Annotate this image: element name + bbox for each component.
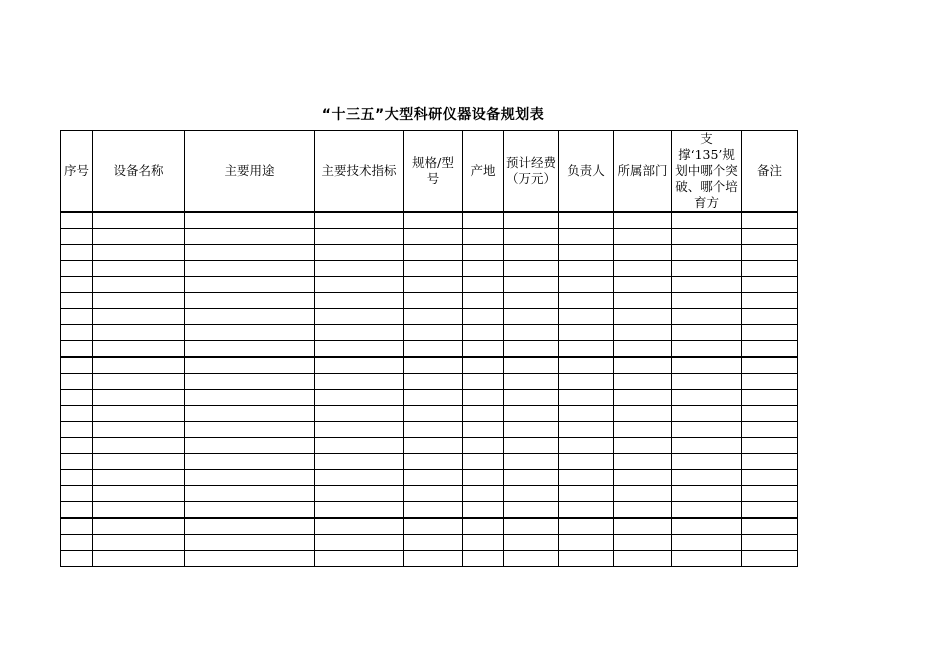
table-cell-model[interactable] bbox=[404, 422, 463, 438]
header-seq: 序号 bbox=[61, 131, 93, 213]
table-cell-owner[interactable] bbox=[559, 325, 614, 341]
table-cell-budget[interactable] bbox=[504, 212, 559, 229]
table-cell-use[interactable] bbox=[185, 212, 315, 229]
table-cell-name[interactable] bbox=[93, 406, 185, 422]
table-cell-name[interactable] bbox=[93, 357, 185, 374]
table-cell-spec[interactable] bbox=[315, 406, 404, 422]
table-cell-owner[interactable] bbox=[559, 212, 614, 229]
table-cell-model[interactable] bbox=[404, 212, 463, 229]
table-row bbox=[61, 261, 798, 277]
table-cell-origin[interactable] bbox=[463, 390, 504, 406]
table-row bbox=[61, 502, 798, 519]
table-cell-name[interactable] bbox=[93, 518, 185, 535]
table-cell-name[interactable] bbox=[93, 229, 185, 245]
table-cell-note[interactable] bbox=[742, 518, 798, 535]
table-cell-note[interactable] bbox=[742, 502, 798, 519]
table-cell-dept[interactable] bbox=[614, 245, 672, 261]
table-cell-seq[interactable] bbox=[61, 438, 93, 454]
table-cell-budget[interactable] bbox=[504, 277, 559, 293]
table-cell-use[interactable] bbox=[185, 261, 315, 277]
table-cell-origin[interactable] bbox=[463, 422, 504, 438]
table-cell-seq[interactable] bbox=[61, 535, 93, 551]
table-cell-note[interactable] bbox=[742, 486, 798, 502]
header-owner: 负责人 bbox=[559, 131, 614, 213]
table-cell-model[interactable] bbox=[404, 454, 463, 470]
table-row bbox=[61, 454, 798, 470]
table-cell-seq[interactable] bbox=[61, 518, 93, 535]
table-cell-use[interactable] bbox=[185, 245, 315, 261]
table-cell-owner[interactable] bbox=[559, 502, 614, 519]
table-cell-support[interactable] bbox=[672, 518, 742, 535]
header-origin: 产地 bbox=[463, 131, 504, 213]
table-cell-spec[interactable] bbox=[315, 261, 404, 277]
table-cell-dept[interactable] bbox=[614, 518, 672, 535]
table-cell-origin[interactable] bbox=[463, 212, 504, 229]
table-row bbox=[61, 486, 798, 502]
table-cell-origin[interactable] bbox=[463, 535, 504, 551]
table-cell-dept[interactable] bbox=[614, 535, 672, 551]
table-cell-budget[interactable] bbox=[504, 261, 559, 277]
table-cell-seq[interactable] bbox=[61, 309, 93, 325]
table-cell-owner[interactable] bbox=[559, 229, 614, 245]
table-cell-note[interactable] bbox=[742, 325, 798, 341]
table-cell-name[interactable] bbox=[93, 309, 185, 325]
table-cell-support[interactable] bbox=[672, 438, 742, 454]
table-cell-use[interactable] bbox=[185, 470, 315, 486]
table-cell-spec[interactable] bbox=[315, 422, 404, 438]
header-tech-spec: 主要技术指标 bbox=[315, 131, 404, 213]
table-cell-support[interactable] bbox=[672, 261, 742, 277]
table-cell-seq[interactable] bbox=[61, 229, 93, 245]
table-cell-owner[interactable] bbox=[559, 518, 614, 535]
table-cell-owner[interactable] bbox=[559, 374, 614, 390]
table-cell-model[interactable] bbox=[404, 309, 463, 325]
table-cell-name[interactable] bbox=[93, 551, 185, 567]
table-cell-seq[interactable] bbox=[61, 341, 93, 358]
table-cell-model[interactable] bbox=[404, 486, 463, 502]
table-row bbox=[61, 374, 798, 390]
table-cell-owner[interactable] bbox=[559, 245, 614, 261]
table-cell-dept[interactable] bbox=[614, 390, 672, 406]
table-cell-budget[interactable] bbox=[504, 470, 559, 486]
table-cell-note[interactable] bbox=[742, 406, 798, 422]
table-cell-budget[interactable] bbox=[504, 245, 559, 261]
table-cell-budget[interactable] bbox=[504, 390, 559, 406]
table-cell-support[interactable] bbox=[672, 535, 742, 551]
table-cell-owner[interactable] bbox=[559, 406, 614, 422]
table-row bbox=[61, 406, 798, 422]
table-cell-dept[interactable] bbox=[614, 325, 672, 341]
table-cell-budget[interactable] bbox=[504, 486, 559, 502]
table-cell-budget[interactable] bbox=[504, 357, 559, 374]
table-cell-seq[interactable] bbox=[61, 470, 93, 486]
table-row bbox=[61, 309, 798, 325]
table-row bbox=[61, 470, 798, 486]
table-cell-support[interactable] bbox=[672, 293, 742, 309]
table-cell-origin[interactable] bbox=[463, 518, 504, 535]
table-cell-spec[interactable] bbox=[315, 212, 404, 229]
table-cell-budget[interactable] bbox=[504, 551, 559, 567]
table-cell-dept[interactable] bbox=[614, 406, 672, 422]
table-cell-spec[interactable] bbox=[315, 454, 404, 470]
table-cell-spec[interactable] bbox=[315, 374, 404, 390]
table-cell-spec[interactable] bbox=[315, 229, 404, 245]
table-cell-budget[interactable] bbox=[504, 535, 559, 551]
table-cell-spec[interactable] bbox=[315, 486, 404, 502]
table-cell-budget[interactable] bbox=[504, 229, 559, 245]
table-cell-use[interactable] bbox=[185, 551, 315, 567]
table-cell-use[interactable] bbox=[185, 229, 315, 245]
table-cell-note[interactable] bbox=[742, 245, 798, 261]
table-cell-name[interactable] bbox=[93, 277, 185, 293]
table-cell-support[interactable] bbox=[672, 470, 742, 486]
table-row bbox=[61, 325, 798, 341]
table-cell-note[interactable] bbox=[742, 293, 798, 309]
table-cell-model[interactable] bbox=[404, 357, 463, 374]
table-cell-origin[interactable] bbox=[463, 502, 504, 519]
table-cell-owner[interactable] bbox=[559, 293, 614, 309]
table-cell-support[interactable] bbox=[672, 390, 742, 406]
table-cell-model[interactable] bbox=[404, 535, 463, 551]
table-cell-model[interactable] bbox=[404, 390, 463, 406]
header-equipment-name: 设备名称 bbox=[93, 131, 185, 213]
table-cell-budget[interactable] bbox=[504, 325, 559, 341]
table-cell-note[interactable] bbox=[742, 390, 798, 406]
header-department: 所属部门 bbox=[614, 131, 672, 213]
table-cell-owner[interactable] bbox=[559, 277, 614, 293]
table-cell-name[interactable] bbox=[93, 438, 185, 454]
table-cell-seq[interactable] bbox=[61, 245, 93, 261]
table-cell-seq[interactable] bbox=[61, 277, 93, 293]
table-cell-note[interactable] bbox=[742, 357, 798, 374]
table-cell-model[interactable] bbox=[404, 245, 463, 261]
table-cell-spec[interactable] bbox=[315, 309, 404, 325]
table-cell-name[interactable] bbox=[93, 470, 185, 486]
table-cell-name[interactable] bbox=[93, 245, 185, 261]
header-row bbox=[61, 131, 798, 213]
table-cell-dept[interactable] bbox=[614, 357, 672, 374]
table-cell-support[interactable] bbox=[672, 277, 742, 293]
table-cell-note[interactable] bbox=[742, 212, 798, 229]
table-cell-use[interactable] bbox=[185, 309, 315, 325]
table-row bbox=[61, 390, 798, 406]
table-cell-budget[interactable] bbox=[504, 438, 559, 454]
table-cell-dept[interactable] bbox=[614, 277, 672, 293]
table-cell-owner[interactable] bbox=[559, 486, 614, 502]
table-cell-note[interactable] bbox=[742, 341, 798, 358]
table-cell-use[interactable] bbox=[185, 277, 315, 293]
table-row bbox=[61, 293, 798, 309]
table-cell-seq[interactable] bbox=[61, 293, 93, 309]
table-cell-origin[interactable] bbox=[463, 374, 504, 390]
table-cell-dept[interactable] bbox=[614, 470, 672, 486]
table-cell-model[interactable] bbox=[404, 325, 463, 341]
table-row bbox=[61, 551, 798, 567]
table-cell-origin[interactable] bbox=[463, 309, 504, 325]
table-cell-support[interactable] bbox=[672, 454, 742, 470]
table-cell-support[interactable] bbox=[672, 357, 742, 374]
table-cell-dept[interactable] bbox=[614, 374, 672, 390]
table-cell-budget[interactable] bbox=[504, 293, 559, 309]
table-cell-budget[interactable] bbox=[504, 374, 559, 390]
table-cell-owner[interactable] bbox=[559, 341, 614, 358]
table-cell-owner[interactable] bbox=[559, 454, 614, 470]
table-cell-origin[interactable] bbox=[463, 454, 504, 470]
table-cell-origin[interactable] bbox=[463, 277, 504, 293]
table-cell-seq[interactable] bbox=[61, 357, 93, 374]
table-cell-support[interactable] bbox=[672, 422, 742, 438]
table-cell-use[interactable] bbox=[185, 390, 315, 406]
table-cell-name[interactable] bbox=[93, 341, 185, 358]
table-cell-owner[interactable] bbox=[559, 535, 614, 551]
table-cell-support[interactable] bbox=[672, 245, 742, 261]
table-cell-seq[interactable] bbox=[61, 502, 93, 519]
table-cell-origin[interactable] bbox=[463, 357, 504, 374]
table-cell-dept[interactable] bbox=[614, 229, 672, 245]
table-cell-name[interactable] bbox=[93, 502, 185, 519]
table-cell-model[interactable] bbox=[404, 261, 463, 277]
table-cell-name[interactable] bbox=[93, 325, 185, 341]
table-cell-support[interactable] bbox=[672, 341, 742, 358]
table-cell-seq[interactable] bbox=[61, 374, 93, 390]
table-cell-origin[interactable] bbox=[463, 486, 504, 502]
table-cell-use[interactable] bbox=[185, 406, 315, 422]
table-cell-seq[interactable] bbox=[61, 261, 93, 277]
table-cell-origin[interactable] bbox=[463, 406, 504, 422]
table-cell-spec[interactable] bbox=[315, 535, 404, 551]
table-cell-use[interactable] bbox=[185, 357, 315, 374]
table-cell-model[interactable] bbox=[404, 502, 463, 519]
table-body bbox=[61, 212, 798, 567]
table-cell-owner[interactable] bbox=[559, 261, 614, 277]
table-cell-dept[interactable] bbox=[614, 293, 672, 309]
table-cell-note[interactable] bbox=[742, 551, 798, 567]
table-row bbox=[61, 422, 798, 438]
table-cell-dept[interactable] bbox=[614, 212, 672, 229]
table-cell-spec[interactable] bbox=[315, 390, 404, 406]
table-cell-spec[interactable] bbox=[315, 551, 404, 567]
table-cell-owner[interactable] bbox=[559, 551, 614, 567]
table-cell-use[interactable] bbox=[185, 422, 315, 438]
table-cell-spec[interactable] bbox=[315, 277, 404, 293]
table-cell-model[interactable] bbox=[404, 341, 463, 358]
table-cell-note[interactable] bbox=[742, 535, 798, 551]
table-cell-name[interactable] bbox=[93, 293, 185, 309]
table-cell-budget[interactable] bbox=[504, 309, 559, 325]
table-row bbox=[61, 229, 798, 245]
table-cell-model[interactable] bbox=[404, 374, 463, 390]
table-cell-owner[interactable] bbox=[559, 470, 614, 486]
table-cell-seq[interactable] bbox=[61, 454, 93, 470]
table-cell-name[interactable] bbox=[93, 454, 185, 470]
table-cell-note[interactable] bbox=[742, 438, 798, 454]
header-support-plan: 支撑‘135’规划中哪个突破、哪个培育方 bbox=[672, 131, 742, 213]
table-cell-seq[interactable] bbox=[61, 551, 93, 567]
table-cell-note[interactable] bbox=[742, 422, 798, 438]
table-cell-support[interactable] bbox=[672, 502, 742, 519]
table-cell-use[interactable] bbox=[185, 518, 315, 535]
table-cell-origin[interactable] bbox=[463, 341, 504, 358]
table-cell-dept[interactable] bbox=[614, 261, 672, 277]
table-row bbox=[61, 245, 798, 261]
table-cell-support[interactable] bbox=[672, 551, 742, 567]
table-cell-dept[interactable] bbox=[614, 486, 672, 502]
header-note: 备注 bbox=[742, 131, 798, 213]
table-cell-seq[interactable] bbox=[61, 422, 93, 438]
table-cell-model[interactable] bbox=[404, 551, 463, 567]
table-row bbox=[61, 518, 798, 535]
table-cell-dept[interactable] bbox=[614, 309, 672, 325]
table-cell-note[interactable] bbox=[742, 374, 798, 390]
table-cell-model[interactable] bbox=[404, 293, 463, 309]
table-cell-name[interactable] bbox=[93, 212, 185, 229]
table-cell-dept[interactable] bbox=[614, 422, 672, 438]
table-cell-seq[interactable] bbox=[61, 212, 93, 229]
table-row bbox=[61, 341, 798, 358]
table-cell-use[interactable] bbox=[185, 325, 315, 341]
table-cell-seq[interactable] bbox=[61, 406, 93, 422]
table-cell-origin[interactable] bbox=[463, 261, 504, 277]
table-cell-seq[interactable] bbox=[61, 325, 93, 341]
table-cell-origin[interactable] bbox=[463, 229, 504, 245]
table-cell-origin[interactable] bbox=[463, 551, 504, 567]
table-cell-spec[interactable] bbox=[315, 518, 404, 535]
table-cell-budget[interactable] bbox=[504, 341, 559, 358]
table-row bbox=[61, 535, 798, 551]
table-cell-origin[interactable] bbox=[463, 325, 504, 341]
table-row bbox=[61, 212, 798, 229]
table-cell-budget[interactable] bbox=[504, 422, 559, 438]
table-cell-budget[interactable] bbox=[504, 406, 559, 422]
table-cell-model[interactable] bbox=[404, 438, 463, 454]
table-cell-dept[interactable] bbox=[614, 438, 672, 454]
table-cell-note[interactable] bbox=[742, 470, 798, 486]
table-cell-seq[interactable] bbox=[61, 390, 93, 406]
table-cell-spec[interactable] bbox=[315, 293, 404, 309]
table-row bbox=[61, 277, 798, 293]
table-cell-name[interactable] bbox=[93, 486, 185, 502]
table-cell-model[interactable] bbox=[404, 518, 463, 535]
table-cell-support[interactable] bbox=[672, 309, 742, 325]
table-cell-spec[interactable] bbox=[315, 470, 404, 486]
table-cell-owner[interactable] bbox=[559, 390, 614, 406]
table-cell-use[interactable] bbox=[185, 454, 315, 470]
table-cell-name[interactable] bbox=[93, 261, 185, 277]
table-cell-spec[interactable] bbox=[315, 245, 404, 261]
table-row bbox=[61, 438, 798, 454]
table-cell-use[interactable] bbox=[185, 374, 315, 390]
table-cell-use[interactable] bbox=[185, 438, 315, 454]
table-cell-owner[interactable] bbox=[559, 438, 614, 454]
table-cell-name[interactable] bbox=[93, 535, 185, 551]
table-cell-budget[interactable] bbox=[504, 518, 559, 535]
table-cell-name[interactable] bbox=[93, 390, 185, 406]
table-cell-note[interactable] bbox=[742, 309, 798, 325]
table-cell-use[interactable] bbox=[185, 341, 315, 358]
table-cell-use[interactable] bbox=[185, 486, 315, 502]
table-cell-spec[interactable] bbox=[315, 438, 404, 454]
table-cell-model[interactable] bbox=[404, 470, 463, 486]
page-title: “十三五”大型科研仪器设备规划表 bbox=[321, 107, 545, 123]
table-cell-dept[interactable] bbox=[614, 551, 672, 567]
table-cell-dept[interactable] bbox=[614, 502, 672, 519]
table-cell-use[interactable] bbox=[185, 502, 315, 519]
table-cell-name[interactable] bbox=[93, 422, 185, 438]
table-cell-support[interactable] bbox=[672, 374, 742, 390]
header-model: 规格/型号 bbox=[404, 131, 463, 213]
table-cell-use[interactable] bbox=[185, 535, 315, 551]
table-cell-name[interactable] bbox=[93, 374, 185, 390]
table-cell-dept[interactable] bbox=[614, 454, 672, 470]
table-cell-model[interactable] bbox=[404, 277, 463, 293]
table-row bbox=[61, 357, 798, 374]
table-cell-support[interactable] bbox=[672, 325, 742, 341]
table-cell-origin[interactable] bbox=[463, 438, 504, 454]
table-cell-support[interactable] bbox=[672, 212, 742, 229]
table-cell-dept[interactable] bbox=[614, 341, 672, 358]
table-cell-budget[interactable] bbox=[504, 502, 559, 519]
table-cell-origin[interactable] bbox=[463, 470, 504, 486]
table-cell-owner[interactable] bbox=[559, 357, 614, 374]
table-cell-origin[interactable] bbox=[463, 293, 504, 309]
table-cell-note[interactable] bbox=[742, 229, 798, 245]
table-cell-use[interactable] bbox=[185, 293, 315, 309]
table-cell-spec[interactable] bbox=[315, 502, 404, 519]
table-cell-owner[interactable] bbox=[559, 422, 614, 438]
table-cell-spec[interactable] bbox=[315, 357, 404, 374]
table-cell-support[interactable] bbox=[672, 486, 742, 502]
table-cell-owner[interactable] bbox=[559, 309, 614, 325]
table-cell-seq[interactable] bbox=[61, 486, 93, 502]
table-cell-note[interactable] bbox=[742, 277, 798, 293]
header-main-use: 主要用途 bbox=[185, 131, 315, 213]
table-cell-spec[interactable] bbox=[315, 325, 404, 341]
table-cell-budget[interactable] bbox=[504, 454, 559, 470]
header-budget: 预计经费（万元） bbox=[504, 131, 559, 213]
table-cell-support[interactable] bbox=[672, 229, 742, 245]
table-cell-model[interactable] bbox=[404, 229, 463, 245]
table-cell-note[interactable] bbox=[742, 454, 798, 470]
table-cell-support[interactable] bbox=[672, 406, 742, 422]
table-cell-model[interactable] bbox=[404, 406, 463, 422]
table-cell-origin[interactable] bbox=[463, 245, 504, 261]
table-cell-note[interactable] bbox=[742, 261, 798, 277]
planning-table bbox=[60, 130, 798, 567]
table-cell-spec[interactable] bbox=[315, 341, 404, 358]
